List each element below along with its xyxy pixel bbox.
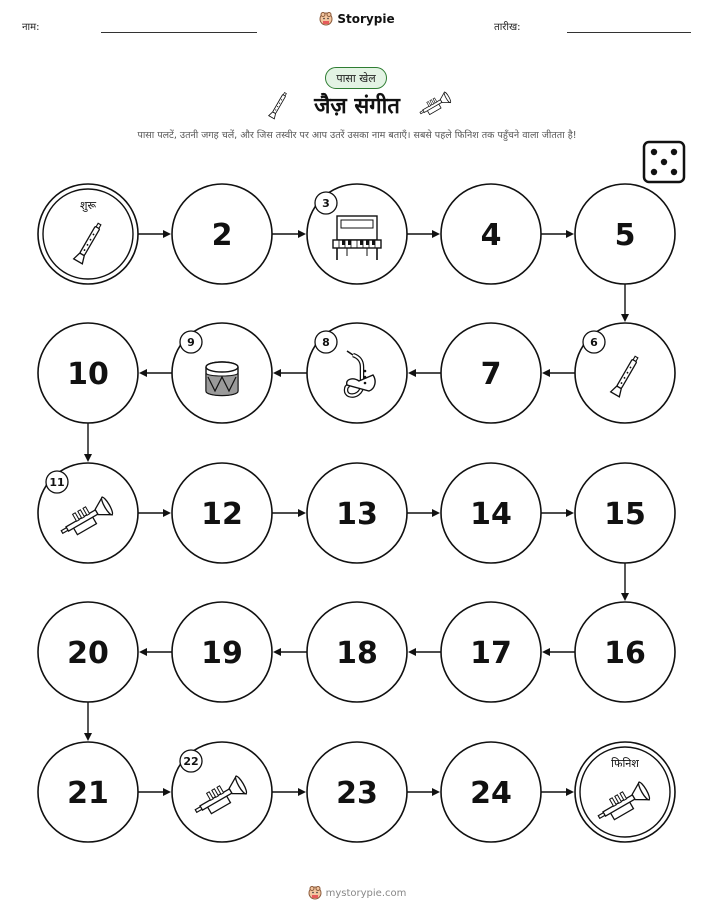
board-space[interactable] (38, 742, 138, 842)
board-space[interactable] (307, 463, 407, 563)
space-number: 20 (67, 636, 109, 671)
page-title: जैज़ संगीत (314, 94, 400, 119)
board-space[interactable] (307, 742, 407, 842)
space-number: 2 (211, 218, 233, 253)
path-arrow (139, 369, 172, 377)
footer-url[interactable]: mystorypie.com (325, 887, 407, 899)
path-arrow (621, 563, 629, 601)
path-arrow (272, 788, 306, 796)
board-space[interactable] (441, 742, 541, 842)
finish-space[interactable] (575, 742, 675, 842)
space-number: 7 (480, 357, 502, 392)
path-arrow (621, 284, 629, 322)
board-space[interactable] (441, 184, 541, 284)
board-space[interactable] (172, 742, 272, 842)
board-space[interactable] (441, 602, 541, 702)
board-space[interactable] (575, 184, 675, 284)
path-arrow (541, 509, 574, 517)
instructions: पासा पलटें, उतनी जगह चलें, और जिस तस्वीर पर आप उतरें उसका नाम बताएँ। सबसे पहले फिनिश तक पहुँचने वाला जीतता है! (137, 130, 577, 141)
start-label: शुरू (79, 199, 97, 212)
space-number: 17 (470, 636, 512, 671)
board-space[interactable] (307, 602, 407, 702)
clarinet-icon (269, 91, 289, 118)
space-number: 10 (67, 357, 109, 392)
brand-name: Storypie (337, 12, 395, 26)
path-arrow (542, 648, 575, 656)
dice-five-icon[interactable] (644, 142, 684, 182)
svg-text:3: 3 (322, 197, 330, 210)
path-arrow (542, 369, 575, 377)
path-arrow (407, 230, 440, 238)
board-space[interactable] (172, 323, 272, 423)
space-number: 13 (336, 497, 378, 532)
svg-text:6: 6 (590, 336, 598, 349)
board-space[interactable] (575, 463, 675, 563)
board-space[interactable] (307, 323, 407, 423)
space-number: 19 (201, 636, 243, 671)
board-space[interactable] (172, 602, 272, 702)
game-type-badge: पासा खेल (325, 67, 387, 89)
path-arrow (138, 788, 171, 796)
svg-text:9: 9 (187, 336, 195, 349)
path-arrow (84, 423, 92, 462)
path-arrow (407, 509, 440, 517)
space-number: 14 (470, 497, 512, 532)
space-number: 15 (604, 497, 646, 532)
space-number-tag (180, 331, 202, 353)
path-arrow (272, 230, 306, 238)
finish-label: फिनिश (611, 757, 639, 770)
space-number-tag (315, 192, 337, 214)
svg-text:22: 22 (183, 755, 199, 768)
board-space[interactable] (441, 323, 541, 423)
board-space[interactable] (38, 602, 138, 702)
space-number-tag (46, 471, 68, 493)
path-arrow (84, 702, 92, 741)
svg-text:8: 8 (322, 336, 330, 349)
space-number: 21 (67, 776, 109, 811)
board-space[interactable] (172, 184, 272, 284)
space-number: 24 (470, 776, 512, 811)
space-number: 12 (201, 497, 243, 532)
start-space[interactable] (38, 184, 138, 284)
trumpet-icon (417, 91, 451, 118)
path-arrow (541, 230, 574, 238)
board-space[interactable] (38, 323, 138, 423)
svg-text:11: 11 (49, 476, 65, 489)
path-arrow (272, 509, 306, 517)
space-number: 16 (604, 636, 646, 671)
board-space[interactable] (575, 602, 675, 702)
name-label: नाम: (22, 22, 40, 33)
board-space[interactable] (575, 323, 675, 423)
space-number-tag (583, 331, 605, 353)
space-number: 4 (480, 218, 502, 253)
path-arrow (138, 509, 171, 517)
board-space[interactable] (38, 463, 138, 563)
path-arrow (408, 369, 441, 377)
path-arrow (273, 369, 307, 377)
path-arrow (408, 648, 441, 656)
path-arrow (139, 648, 172, 656)
space-number: 23 (336, 776, 378, 811)
space-number-tag (315, 331, 337, 353)
path-arrow (138, 230, 171, 238)
space-number-tag (180, 750, 202, 772)
board-space[interactable] (441, 463, 541, 563)
space-number: 18 (336, 636, 378, 671)
space-number: 5 (614, 218, 636, 253)
storypie-logo-icon (308, 886, 322, 900)
date-label: तारीख: (494, 22, 521, 33)
drum-icon (206, 362, 238, 396)
board-space[interactable] (307, 184, 407, 284)
path-arrow (541, 788, 574, 796)
path-arrow (407, 788, 440, 796)
board-space[interactable] (172, 463, 272, 563)
footer (0, 886, 714, 900)
path-arrow (273, 648, 307, 656)
